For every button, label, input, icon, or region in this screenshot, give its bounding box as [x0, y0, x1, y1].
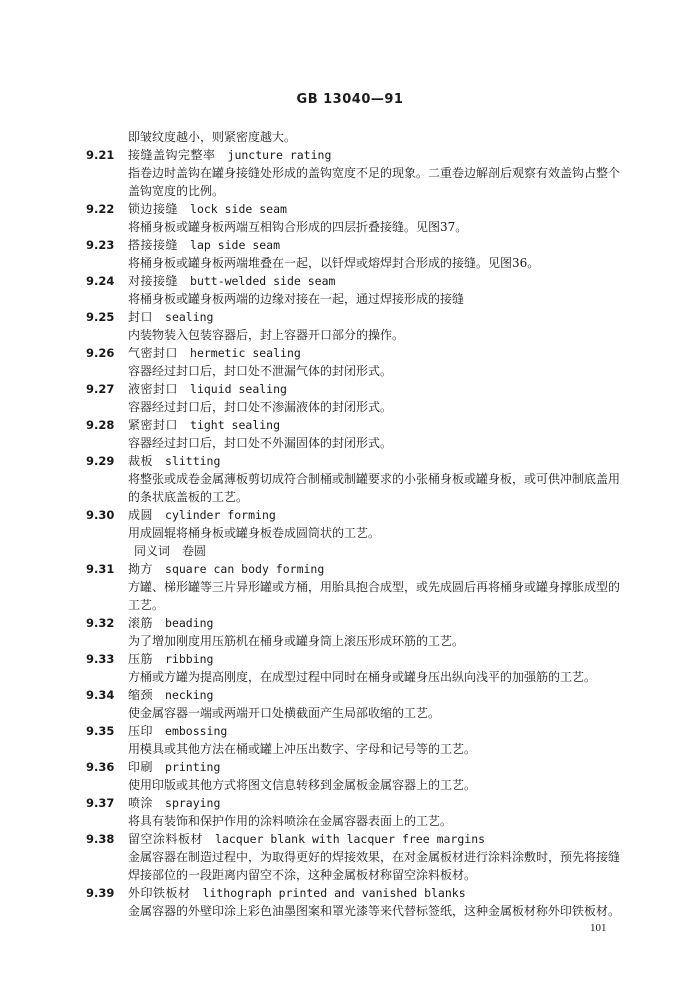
term-chinese: 留空涂料板材: [128, 832, 204, 846]
term-entry: [86, 686, 646, 722]
clause-number: 9.26: [86, 346, 115, 360]
intro-line: 即皱纹度越小，则紧密度越大。: [128, 130, 297, 144]
term-english: lacquer blank with lacquer free margins: [215, 832, 486, 846]
term-entries: [86, 146, 646, 920]
clause-number: 9.37: [86, 796, 115, 810]
term-definition-line: 金属容器的外壁印涂上彩色油墨图案和罩光漆等来代替标签纸，这种金属板材称外印铁板材。: [128, 904, 621, 918]
term-definition-line: 将具有装饰和保护作用的涂料喷涂在金属容器表面上的工艺。: [128, 814, 453, 828]
term-english: embossing: [165, 724, 228, 738]
clause-number: 9.28: [86, 418, 115, 432]
term-heading: [86, 200, 646, 218]
clause-number: 9.30: [86, 508, 115, 522]
term-heading: [86, 272, 646, 290]
term-heading: [86, 308, 646, 326]
term-definition-line: 方桶或方罐为提高刚度，在成型过程中同时在桶身或罐身压出纵向浅平的加强筋的工艺。: [128, 670, 597, 684]
term-definition-line: 指卷边时盖钩在罐身接缝处形成的盖钩宽度不足的现象。二重卷边解剖后观察有效盖钩占整个: [128, 166, 621, 180]
term-entry: [86, 794, 646, 830]
term-entry: [86, 344, 646, 380]
term-definition-line: 容器经过封口后，封口处不外漏固体的封闭形式。: [128, 436, 393, 450]
term-entry: [86, 650, 646, 686]
clause-number: 9.33: [86, 652, 115, 666]
term-english: hermetic sealing: [190, 346, 301, 360]
term-heading: [86, 758, 646, 776]
term-entry: [86, 830, 646, 884]
term-english: slitting: [165, 454, 221, 468]
term-definition-line: 内装物装入包装容器后，封上容器开口部分的操作。: [128, 328, 405, 342]
term-definition-line: 用模具或其他方法在桶或罐上冲压出数字、字母和记号等的工艺。: [128, 742, 477, 756]
clause-number: 9.36: [86, 760, 115, 774]
term-heading: [86, 830, 646, 848]
term-english: lock side seam: [190, 202, 287, 216]
term-chinese: 锁边接缝: [128, 202, 179, 216]
term-chinese: 拗方: [128, 562, 154, 576]
term-definition-line: 将桶身板或罐身板两端堆叠在一起，以钎焊或熔焊封合形成的接缝。见图36。: [128, 256, 540, 270]
term-chinese: 裁板: [128, 454, 154, 468]
term-definition-line: 将桶身板或罐身板两端互相钩合形成的四层折叠接缝。见图37。: [128, 220, 468, 234]
term-heading: [86, 416, 646, 434]
term-entry: [86, 884, 646, 920]
term-heading: [86, 794, 646, 812]
document-header: GB 13040—91: [296, 92, 404, 107]
term-chinese: 对接接缝: [128, 274, 179, 288]
clause-number: 9.39: [86, 886, 115, 900]
clause-number: 9.32: [86, 616, 115, 630]
term-english: sealing: [165, 310, 214, 324]
term-english: tight sealing: [190, 418, 281, 432]
clause-number: 9.22: [86, 202, 115, 216]
clause-number: 9.27: [86, 382, 115, 396]
term-definition-line: 容器经过封口后，封口处不泄漏气体的封闭形式。: [128, 364, 393, 378]
term-english: necking: [165, 688, 214, 702]
term-chinese: 印刷: [128, 760, 154, 774]
term-chinese: 压筋: [128, 652, 154, 666]
term-heading: [86, 146, 646, 164]
clause-number: 9.23: [86, 238, 115, 252]
term-entry: [86, 272, 646, 308]
term-definition-line: 使用印版或其他方式将图文信息转移到金属板金属容器上的工艺。: [128, 778, 477, 792]
term-english: spraying: [165, 796, 221, 810]
term-definition-line: 将整张或成卷金属薄板剪切成符合制桶或制罐要求的小张桶身板或罐身板，或可供冲制底盖用: [128, 472, 621, 486]
term-definition-line: 使金属容器一端或两端开口处横截面产生局部收缩的工艺。: [128, 706, 441, 720]
term-definition-line: 为了增加刚度用压筋机在桶身或罐身筒上滚压形成环筋的工艺。: [128, 634, 465, 648]
term-entry: [86, 758, 646, 794]
term-chinese: 外印铁板材: [128, 886, 191, 900]
term-heading: [86, 722, 646, 740]
term-english: cylinder forming: [165, 508, 276, 522]
term-entry: [86, 416, 646, 452]
term-entry: [86, 506, 646, 560]
term-entry: [86, 722, 646, 758]
term-heading: [86, 506, 646, 524]
clause-number: 9.29: [86, 454, 115, 468]
term-english: printing: [165, 760, 221, 774]
term-entry: [86, 560, 646, 614]
term-entry: [86, 236, 646, 272]
term-english: ribbing: [165, 652, 214, 666]
term-heading: [86, 236, 646, 254]
term-chinese: 搭接接缝: [128, 238, 179, 252]
term-heading: [86, 650, 646, 668]
term-chinese: 封口: [128, 310, 154, 324]
term-english: butt-welded side seam: [190, 274, 336, 288]
term-entry: [86, 146, 646, 200]
term-chinese: 缩颈: [128, 688, 154, 702]
term-definition-line: 容器经过封口后，封口处不渗漏液体的封闭形式。: [128, 400, 393, 414]
term-chinese: 紧密封口: [128, 418, 179, 432]
clause-number: 9.21: [86, 148, 115, 162]
term-heading: [86, 380, 646, 398]
clause-number: 9.25: [86, 310, 115, 324]
term-entry: [86, 380, 646, 416]
term-definition-line: 用成圆辊将桶身板或罐身板卷成圆筒状的工艺。: [128, 526, 381, 540]
term-entry: [86, 452, 646, 506]
term-definition-line: 金属容器在制造过程中，为取得更好的焊接效果，在对金属板材进行涂料涂敷时，预先将接缝: [128, 850, 621, 864]
term-english: liquid sealing: [190, 382, 287, 396]
term-definition-line: 焊接部位的一段距离内留空不涂，这种金属板材称留空涂料板材。: [128, 868, 477, 882]
term-heading: [86, 560, 646, 578]
clause-number: 9.35: [86, 724, 115, 738]
term-english: lithograph printed and vanished blanks: [202, 886, 466, 900]
term-definition-line: 盖钩宽度的比例。: [128, 184, 225, 198]
term-chinese: 接缝盖钩完整率: [128, 148, 216, 162]
term-heading: [86, 452, 646, 470]
clause-number: 9.31: [86, 562, 115, 576]
term-definition-line: 工艺。: [128, 598, 165, 612]
document-body: [86, 128, 646, 920]
term-definition-line: 的条状底盖板的工艺。: [128, 490, 249, 504]
term-english: square can body forming: [165, 562, 325, 576]
term-chinese: 喷涂: [128, 796, 154, 810]
term-entry: [86, 200, 646, 236]
term-heading: [86, 614, 646, 632]
page-number: 101: [590, 922, 607, 934]
clause-number: 9.34: [86, 688, 115, 702]
term-chinese: 压印: [128, 724, 154, 738]
term-chinese: 滚筋: [128, 616, 154, 630]
term-heading: [86, 884, 646, 902]
synonym-line: 同义词 卷圆: [134, 544, 207, 558]
clause-number: 9.24: [86, 274, 115, 288]
term-definition-line: 方罐、梯形罐等三片异形罐或方桶，用胎具抱合成型，或先成圆后再将桶身或罐身撑胀成型的: [128, 580, 621, 594]
term-english: juncture rating: [227, 148, 332, 162]
term-heading: [86, 686, 646, 704]
term-chinese: 气密封口: [128, 346, 179, 360]
term-english: lap side seam: [190, 238, 281, 252]
term-chinese: 成圆: [128, 508, 154, 522]
clause-number: 9.38: [86, 832, 115, 846]
term-chinese: 液密封口: [128, 382, 179, 396]
term-definition-line: 将桶身板或罐身板两端的边缘对接在一起，通过焊接形成的接缝: [128, 292, 465, 306]
term-heading: [86, 344, 646, 362]
term-entry: [86, 308, 646, 344]
term-english: beading: [165, 616, 214, 630]
term-entry: [86, 614, 646, 650]
